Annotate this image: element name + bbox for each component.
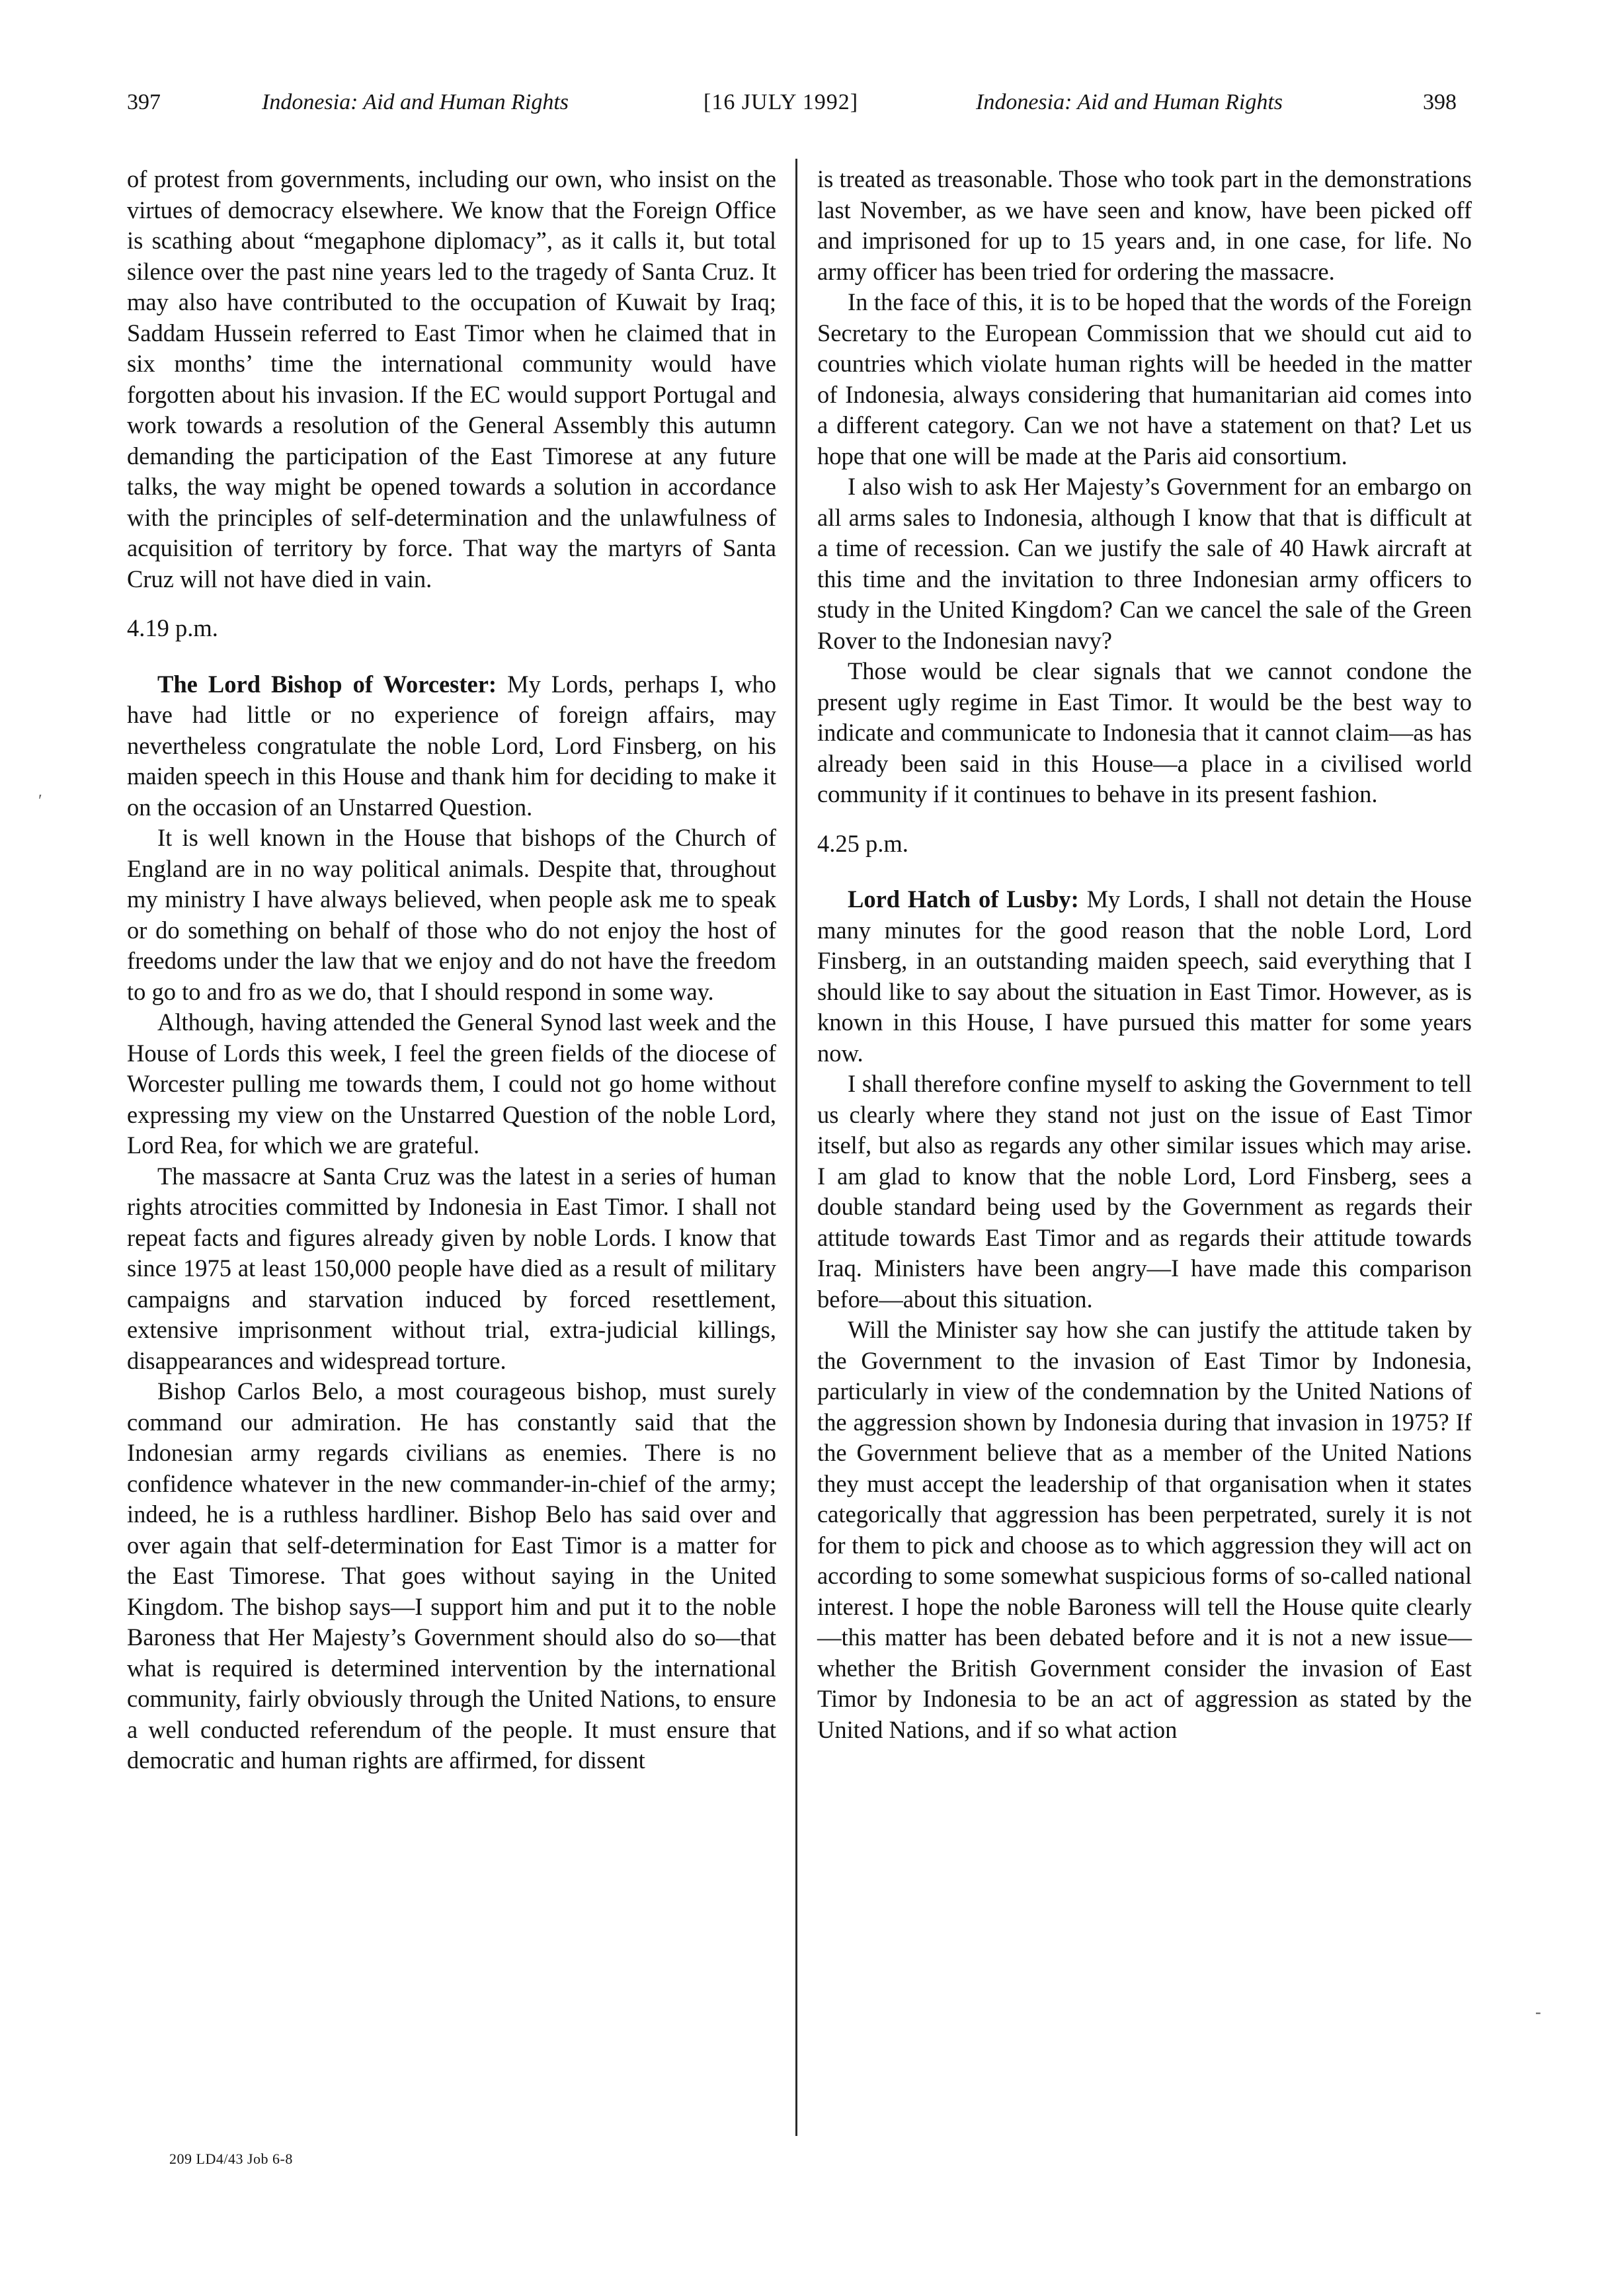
paragraph: Bishop Carlos Belo, a most courageous bishop, must surely command our admiration. He has constantly said that the Indonesian army regards civilians as enemies. There is no confidence whatever in the new commander-in-chief of the army; indeed, he is a ruthless hardliner. Bishop Belo has said over and over again that self-determination for East Timor is a matter for the East Timorese. That goes without saying in the United Kingdom. The bishop says—I support him and put it to the noble Baroness that Her Majesty’s Government should also do so—that what is required is determined intervention by the international community, fairly obviously through the United Nations, to ensure a well conducted referendum of the people. It must ensure that democratic and human rights are affirmed, for dissent (127, 1377, 776, 1774)
margin-mark: ʹ (38, 791, 42, 810)
speech-text: My Lords, I shall not detain the House many minutes for the good reason that the noble Lord, Lord Finsberg, in an outstanding maiden speech, said everything that I should like to say about the situation in East Timor. However, as is known in this House, I have pursued this matter for some years now. (817, 885, 1472, 1067)
running-title-left: Indonesia: Aid and Human Rights (262, 90, 569, 114)
speech-text: My Lords, perhaps I, who have had little or no experience of foreign affairs, may nevertheless congratulate the noble Lord, Lord Finsberg, on his maiden speech in this House and thank him for deciding to make it on the occasion of an Unstarred Question. (127, 670, 776, 821)
print-job-code: 209 LD4/43 Job 6-8 (169, 2151, 293, 2167)
sitting-date: [16 JULY 1992] (704, 90, 859, 114)
paragraph: The massacre at Santa Cruz was the latest in a series of human rights atrocities committed by Indonesia in East Timor. I shall not repeat facts and figures already given by noble Lords. I know that since 1975 at least 150,000 people have died as a result of military campaigns and starvation induced by forced resettlement, extensive imprisonment without trial, extra-judicial killings, disappearances and widespread torture. (127, 1162, 776, 1374)
time-stamp: 4.25 p.m. (817, 829, 908, 857)
right-column (817, 164, 1472, 1745)
running-title-right: Indonesia: Aid and Human Rights (976, 90, 1283, 114)
paragraph: It is well known in the House that bishops of the Church of England are in no way political animals. Despite that, throughout my ministry I have always believed, when people ask me to speak or do something on behalf of those who do not enjoy the host of freedoms under the law that we enjoy and do not have the freedom to go to and fro as we do, that I should respond in some way. (127, 824, 776, 1005)
column-rule (795, 159, 797, 2136)
speech-opening (817, 884, 1472, 1069)
paragraph: of protest from governments, including our own, who insist on the virtues of democracy elsewhere. We know that the Foreign Office is scathing about “megaphone diplomacy”, as it calls it, but total silence over the past nine years led to the tragedy of Santa Cruz. It may also have contributed to the occupation of Kuwait by Iraq; Saddam Hussein referred to East Timor when he claimed that in six months’ time the international community would have forgotten about his invasion. If the EC would support Portugal and work towards a resolution of the General Assembly this autumn demanding the participation of the East Timorese at any future talks, the way might be opened towards a solution in accordance with the principles of self-determination and the unlawfulness of acquisition of territory by force. That way the martyrs of Santa Cruz will not have died in vain. (127, 165, 776, 593)
running-header (0, 91, 1608, 131)
paragraph: Although, having attended the General Synod last week and the House of Lords this week, I feel the green fields of the diocese of Worcester pulling me towards them, I could not go home without expressing my view on the Unstarred Question of the noble Lord, Lord Rea, for which we are grateful. (127, 1008, 776, 1159)
paragraph: Those would be clear signals that we cannot condone the present ugly regime in East Timor. It would be the best way to indicate and communicate to Indonesia that it cannot claim—as has already been said in this House—a place in a civilised world community if it continues to behave in its present fashion. (817, 657, 1472, 807)
speech-opening (127, 669, 776, 823)
page-number-right: 398 (1423, 90, 1457, 114)
speaker-name: Lord Hatch of Lusby: (848, 885, 1079, 913)
margin-mark: - (1535, 2002, 1541, 2022)
paragraph: I shall therefore confine myself to asking the Government to tell us clearly where they stand not just on the issue of East Timor itself, but also as regards any other similar issues which may arise. I am glad to know that the noble Lord, Lord Finsberg, sees a double standard being used by the Government as regards their attitude towards East Timor and as regards their attitude towards Iraq. Ministers have been angry—I have made this comparison before—about this situation. (817, 1070, 1472, 1313)
left-column (127, 164, 776, 1776)
page-number-left: 397 (127, 90, 161, 114)
paragraph: I also wish to ask Her Majesty’s Government for an embargo on all arms sales to Indonesia, although I know that that is difficult at a time of recession. Can we justify the sale of 40 Hawk aircraft at this time and the invitation to three Indonesian army officers to study in the United Kingdom? Can we cancel the sale of the Green Rover to the Indonesian navy? (817, 473, 1472, 654)
speaker-name: The Lord Bishop of Worcester: (157, 670, 497, 698)
paragraph: Will the Minister say how she can justify the attitude taken by the Government to the invasion of East Timor by Indonesia, particularly in view of the condemnation by the United Nations of the aggression shown by Indonesia during that invasion in 1975? If the Government believe that as a member of the United Nations they must accept the leadership of that organisation when it states categorically that aggression has been perpetrated, surely it is not for them to pick and choose as to which aggression they will act on according to some somewhat suspicious forms of so-called national interest. I hope the noble Baroness will tell the House quite clearly—this matter has been debated before and it is not a new issue—whether the British Government consider the invasion of East Timor by Indonesia to be an act of aggression as stated by the United Nations, and if so what action (817, 1316, 1472, 1743)
time-stamp: 4.19 p.m. (127, 614, 218, 641)
paragraph: In the face of this, it is to be hoped that the words of the Foreign Secretary to the European Commission that we should cut aid to countries which violate human rights will be heeded in the matter of Indonesia, always considering that humanitarian aid comes into a different category. Can we not have a statement on that? Let us hope that one will be made at the Paris aid consortium. (817, 288, 1472, 470)
paragraph: is treated as treasonable. Those who took part in the demonstrations last November, as we have seen and know, have been picked off and imprisoned for up to 15 years and, in one case, for life. No army officer has been tried for ordering the massacre. (817, 165, 1472, 285)
